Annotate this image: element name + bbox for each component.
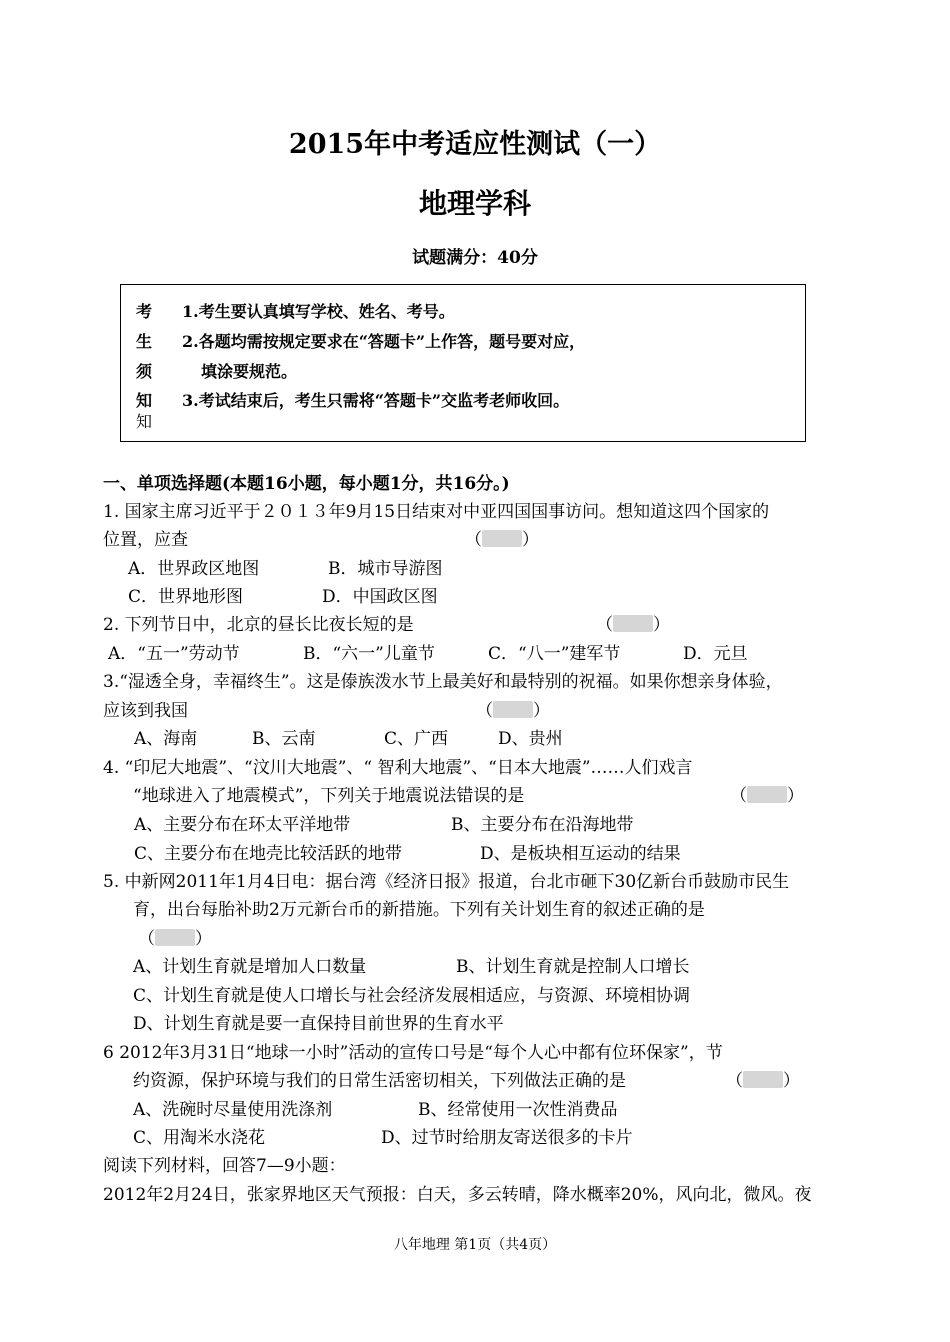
q5-stem-1: 5. 中新网2011年1月4日电：据台湾《经济日报》报道，台北市砸下30亿新台币鼓励市民生 bbox=[103, 872, 790, 892]
q4-stem-2: “地球进入了地震模式”，下列关于地震说法错误的是 bbox=[133, 786, 525, 806]
notice-side-5: 知 bbox=[136, 412, 153, 431]
notice-side-4: 知 bbox=[136, 391, 153, 410]
q2-stem: 2. 下列节日中，北京的昼长比夜长短的是 bbox=[103, 615, 414, 635]
q2-option-c: C．“八一”建军节 bbox=[488, 644, 621, 664]
exam-title: 2015年中考适应性测试（一） bbox=[288, 129, 662, 160]
notice-side-1: 考 bbox=[136, 302, 153, 321]
q6-option-b: B、经常使用一次性消费品 bbox=[418, 1100, 618, 1120]
notice-item-2-cont: 填涂要规范。 bbox=[201, 362, 298, 381]
q3-option-c: C、广西 bbox=[384, 729, 449, 749]
q6-option-a: A、洗碗时尽量使用洗涤剂 bbox=[133, 1100, 333, 1120]
notice-item-2: 2.各题均需按规定要求在“答题卡”上作答，题号要对应， bbox=[182, 332, 586, 351]
q1-stem-1: 1. 国家主席习近平于２０１３年9月15日结束对中亚四国国事访问。想知道这四个国家的 bbox=[103, 502, 770, 522]
q4-option-c: C、主要分布在地壳比较活跃的地带 bbox=[134, 844, 403, 864]
notice-item-3: 3.考试结束后，考生只需将“答题卡”交监考老师收回。 bbox=[182, 391, 570, 410]
q3-option-a: A、海南 bbox=[134, 729, 198, 749]
q1-option-c: C．世界地形图 bbox=[128, 587, 244, 607]
q4-option-b: B、主要分布在沿海地带 bbox=[451, 815, 634, 835]
q2-option-b: B．“六一”儿童节 bbox=[303, 644, 435, 664]
reading-intro: 阅读下列材料，回答7—9小题： bbox=[103, 1156, 346, 1176]
q5-option-d: D、计划生育就是要一直保持目前世界的生育水平 bbox=[133, 1014, 504, 1034]
q6-option-d: D、过节时给朋友寄送很多的卡片 bbox=[381, 1128, 633, 1148]
q5-option-b: B、计划生育就是控制人口增长 bbox=[456, 957, 690, 977]
q6-answer-blank: （ ） bbox=[726, 1071, 800, 1091]
q4-option-a: A、主要分布在环太平洋地带 bbox=[134, 815, 351, 835]
section-heading: 一、单项选择题(本题16小题，每小题1分，共16分。) bbox=[103, 474, 510, 494]
q1-option-a: A．世界政区地图 bbox=[128, 559, 260, 579]
q5-stem-2: 育，出台每胎补助2万元新台币的新措施。下列有关计划生育的叙述正确的是 bbox=[133, 900, 705, 920]
reading-text: 2012年2月24日，张家界地区天气预报：白天，多云转晴，降水概率20%，风向北，微风。夜 bbox=[103, 1185, 812, 1205]
notice-side-2: 生 bbox=[136, 332, 153, 351]
q1-stem-2: 位置，应查 bbox=[103, 530, 188, 550]
q1-answer-blank: （ ） bbox=[465, 530, 539, 550]
q3-answer-blank: （ ） bbox=[476, 701, 550, 721]
score-label: 试题满分：40分 bbox=[412, 248, 538, 268]
notice-box bbox=[120, 284, 806, 442]
q5-answer-blank: （ ） bbox=[138, 929, 212, 949]
q2-option-d: D．元旦 bbox=[683, 644, 748, 664]
q4-stem-1: 4. “印尼大地震”、“汶川大地震”、“ 智利大地震”、“日本大地震”……人们戏言 bbox=[103, 758, 693, 778]
q6-stem-2: 约资源，保护环境与我们的日常生活密切相关，下列做法正确的是 bbox=[133, 1071, 626, 1091]
notice-item-1: 1.考生要认真填写学校、姓名、考号。 bbox=[182, 302, 455, 321]
q3-stem-2: 应该到我国 bbox=[103, 701, 188, 721]
q1-option-b: B．城市导游图 bbox=[328, 559, 443, 579]
q3-option-b: B、云南 bbox=[252, 729, 316, 749]
q2-answer-blank: （ ） bbox=[596, 615, 670, 635]
q6-stem-1: 6 2012年3月31日“地球一小时”活动的宣传口号是“每个人心中都有位环保家”，节 bbox=[103, 1043, 723, 1063]
page-footer: 八年地理 第1页（共4页） bbox=[393, 1237, 557, 1253]
q5-option-c: C、计划生育就是使人口增长与社会经济发展相适应，与资源、环境相协调 bbox=[133, 986, 691, 1006]
q6-option-c: C、用淘米水浇花 bbox=[133, 1128, 266, 1148]
q1-option-d: D．中国政区图 bbox=[322, 587, 438, 607]
q2-option-a: A．“五一”劳动节 bbox=[108, 644, 240, 664]
q3-option-d: D、贵州 bbox=[498, 729, 563, 749]
q4-answer-blank: （ ） bbox=[730, 786, 804, 806]
q3-stem-1: 3.“湿透全身，幸福终生”。这是傣族泼水节上最美好和最特别的祝福。如果你想亲身体验， bbox=[103, 672, 783, 692]
q5-option-a: A、计划生育就是增加人口数量 bbox=[133, 957, 367, 977]
q4-option-d: D、是板块相互运动的结果 bbox=[480, 844, 681, 864]
notice-side-3: 须 bbox=[136, 362, 153, 381]
subject-title: 地理学科 bbox=[418, 187, 531, 220]
